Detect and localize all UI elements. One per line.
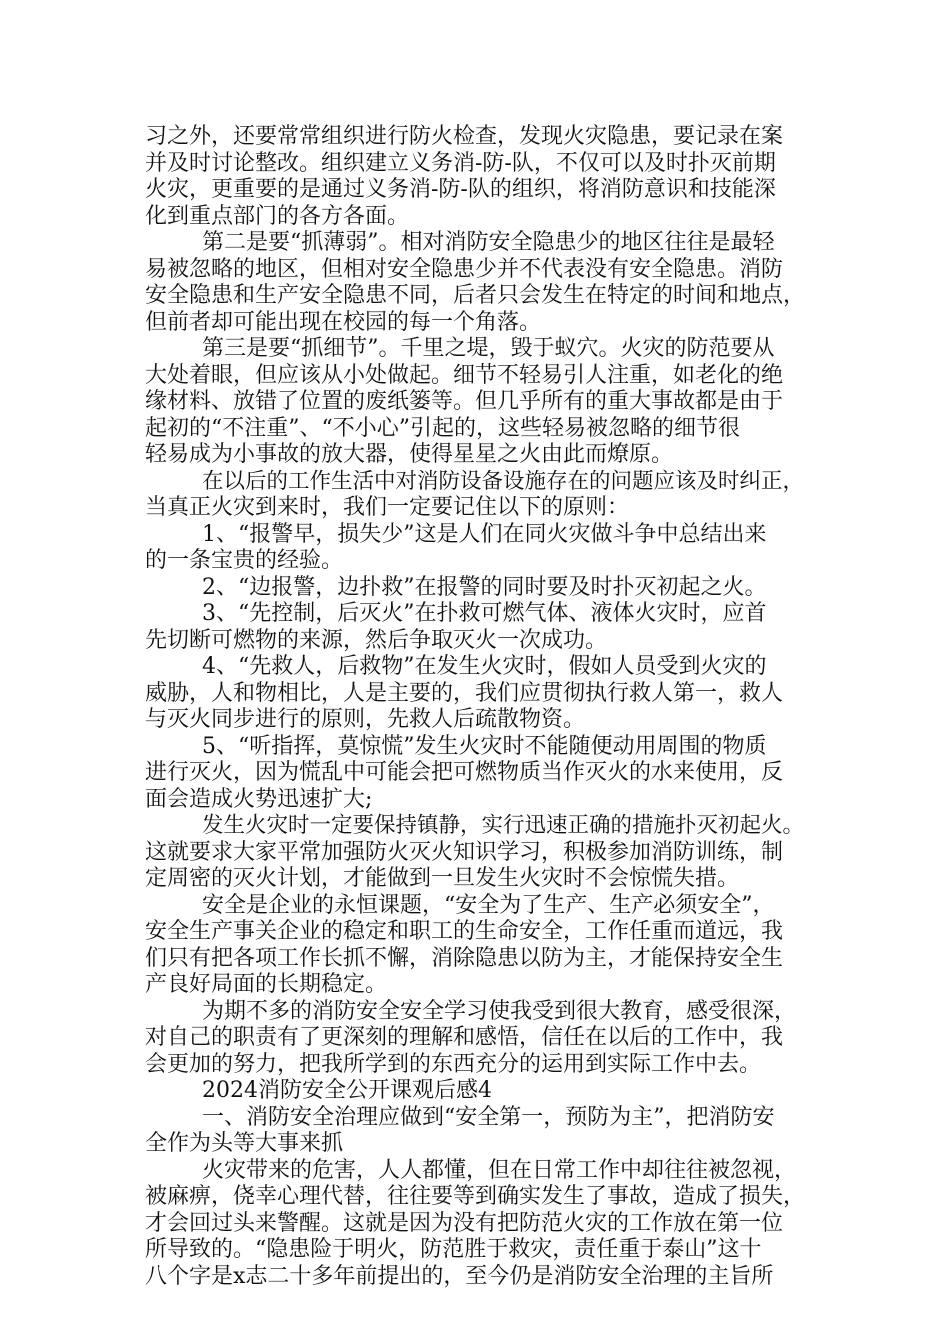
text-line: 但前者却可能出现在校园的每一个角落。 <box>145 309 542 335</box>
text-line: 对自己的职责有了更深刻的理解和感悟，信任在以后的工作中，我 <box>145 1025 784 1050</box>
text-line: 产良好局面的长期稳定。 <box>145 972 388 997</box>
text-line: 大处着眼，但应该从小处做起。细节不轻易引人注重，如老化的绝 <box>145 362 784 388</box>
text-line: 4、“先救人，后救物”在发生火灾时，假如人员受到火灾的 <box>202 654 767 679</box>
text-line: 2024消防安全公开课观后感4 <box>202 1078 492 1103</box>
text-line: 与灭火同步进行的原则，先救人后疏散物资。 <box>145 707 586 732</box>
text-line: 先切断可燃物的来源，然后争取灭火一次成功。 <box>145 627 608 653</box>
text-line: 轻易成为小事故的放大器，使得星星之火由此而燎原。 <box>145 442 674 467</box>
document-body <box>145 124 811 1290</box>
text-line: 习之外，还要常常组织进行防火检查，发现火灾隐患，要记录在案 <box>145 124 784 149</box>
text-line: 的一条宝贵的经验。 <box>145 548 344 573</box>
text-line: 全作为头等大事来抓 <box>145 1131 344 1156</box>
text-line: 1、“报警早，损失少”这是人们在同火灾做斗争中总结出来 <box>202 521 767 547</box>
text-line: 5、“听指挥，莫惊慌”发生火灾时不能随便动用周围的物质 <box>202 733 767 759</box>
text-line: 化到重点部门的各方各面。 <box>145 203 410 229</box>
text-line: 安全是企业的永恒课题，“安全为了生产、生产必须安全”， <box>202 892 775 918</box>
text-line: 当真正火灾到来时，我们一定要记住以下的原则： <box>145 495 630 520</box>
text-line: 火灾，更重要的是通过义务消-防-队的组织，将消防意识和技能深 <box>145 177 776 202</box>
text-line: 这就要求大家平常加强防火灭火知识学习，积极参加消防训练，制 <box>145 839 784 865</box>
text-line: 进行灭火，因为慌乱中可能会把可燃物质当作灭火的水来使用，反 <box>145 760 784 785</box>
text-line: 被麻痹，侥幸心理代替，往往要等到确实发生了事故，造成了损失， <box>145 1184 806 1209</box>
text-line: 安全生产事关企业的稳定和职工的生命安全，工作任重而道远，我 <box>145 919 784 944</box>
text-line: 第三是要“抓细节”。千里之堤，毁于蚁穴。火灾的防范要从 <box>202 336 775 361</box>
text-line: 才会回过头来警醒。这就是因为没有把防范火灾的工作放在第一位 <box>145 1210 784 1236</box>
text-line: 火灾带来的危害，人人都懂，但在日常工作中却往往被忽视， <box>202 1157 797 1183</box>
text-line: 发生火灾时一定要保持镇静，实行迅速正确的措施扑灭初起火。 <box>202 813 805 838</box>
text-line: 为期不多的消防安全安全学习使我受到很大教育，感受很深， <box>202 998 797 1024</box>
text-line: 在以后的工作生活中对消防设备设施存在的问题应该及时纠正， <box>202 468 805 494</box>
text-line: 并及时讨论整改。组织建立义务消-防-队，不仅可以及时扑灭前期 <box>145 150 776 176</box>
text-line: 所导致的。“隐患险于明火，防范胜于救灾，责任重于泰山”这十 <box>145 1237 762 1262</box>
text-line: 们只有把各项工作长抓不懈，消除隐患以防为主，才能保持安全生 <box>145 945 784 971</box>
text-line: 面会造成火势迅速扩大; <box>145 786 373 812</box>
text-line: 定周密的灭火计划，才能做到一旦发生火灾时不会惊慌失措。 <box>145 866 740 891</box>
text-line: 会更加的努力，把我所学到的东西充分的运用到实际工作中去。 <box>145 1051 762 1077</box>
text-line: 缘材料、放错了位置的废纸篓等。但几乎所有的重大事故都是由于 <box>145 389 784 414</box>
text-line: 八个字是x志二十多年前提出的，至今仍是消防安全治理的主旨所 <box>145 1263 774 1289</box>
text-line: 一、消防安全治理应做到“安全第一，预防为主”，把消防安 <box>202 1104 775 1130</box>
text-line: 安全隐患和生产安全隐患不同，后者只会发生在特定的时间和地点， <box>145 283 806 308</box>
text-line: 起初的“不注重”、“不小心”引起的，这些轻易被忽略的细节很 <box>145 415 740 441</box>
text-line: 威胁，人和物相比，人是主要的，我们应贯彻执行救人第一，救人 <box>145 680 784 706</box>
text-line: 3、“先控制，后灭火”在扑救可燃气体、液体火灾时，应首 <box>202 601 767 626</box>
text-line: 第二是要“抓薄弱”。相对消防安全隐患少的地区往往是最轻 <box>202 230 775 255</box>
text-line: 易被忽略的地区，但相对安全隐患少并不代表没有安全隐患。消防 <box>145 256 784 282</box>
text-line: 2、“边报警，边扑救”在报警的同时要及时扑灭初起之火。 <box>202 574 767 600</box>
